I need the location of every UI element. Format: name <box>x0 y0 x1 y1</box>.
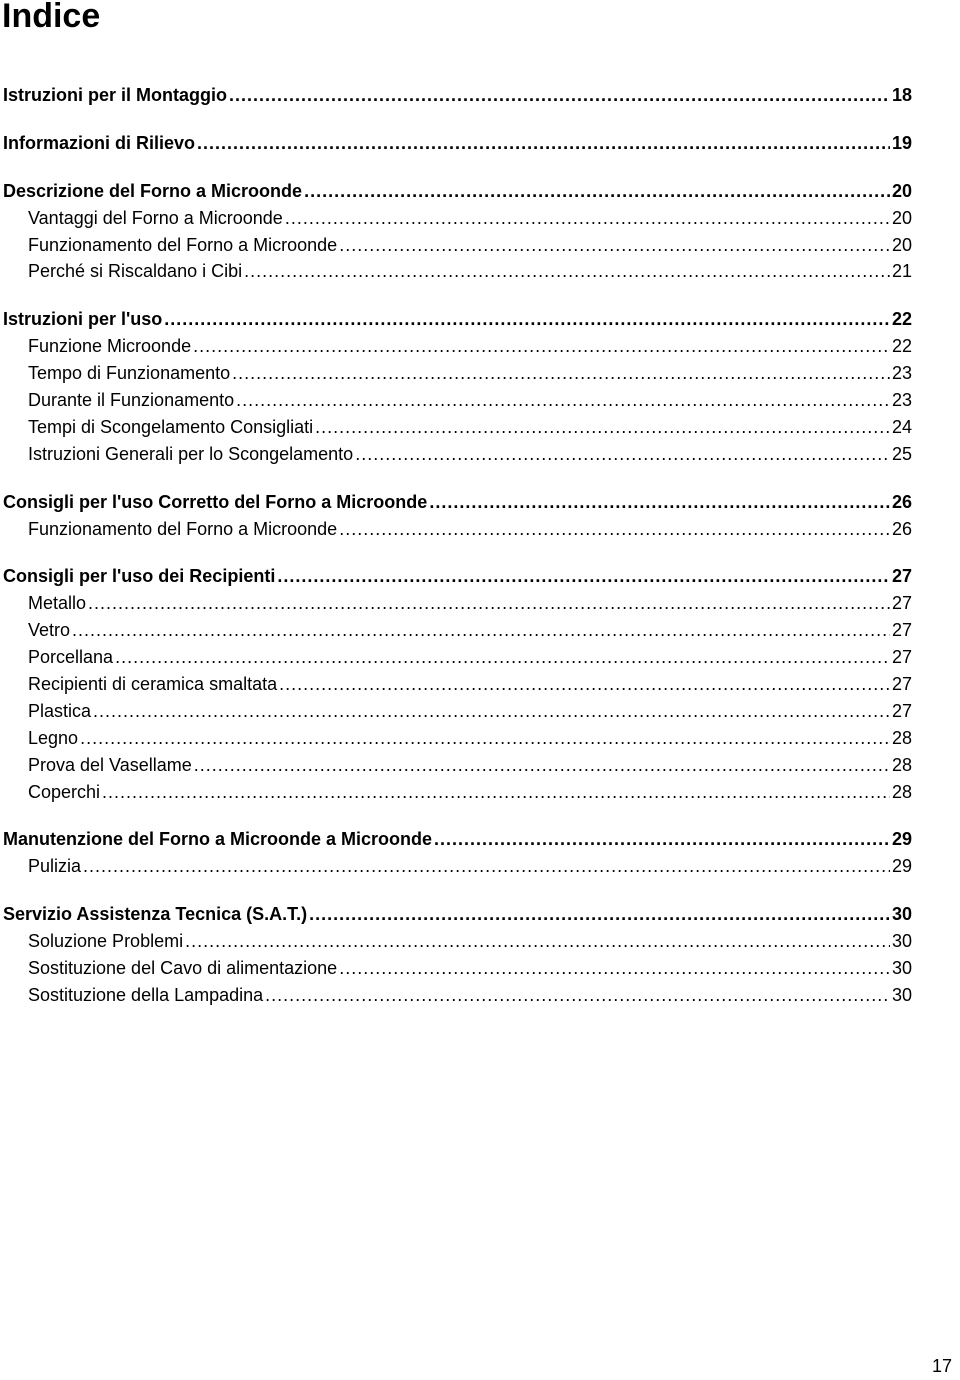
toc-section-heading[interactable] <box>0 489 912 516</box>
toc-item-page: 29 <box>891 856 912 877</box>
dot-leader <box>72 617 890 644</box>
toc-item[interactable] <box>0 360 912 387</box>
toc-section-heading[interactable] <box>0 563 912 590</box>
dot-leader <box>277 563 890 590</box>
dot-leader <box>355 441 890 468</box>
toc-item-label: Vantaggi del Forno a Microonde <box>28 207 283 228</box>
toc-item-page: 20 <box>891 234 912 255</box>
dot-leader <box>265 982 890 1009</box>
toc-section <box>0 82 912 109</box>
toc-item-page: 20 <box>891 207 912 228</box>
toc-item-page: 30 <box>891 958 912 979</box>
toc-item-page: 27 <box>891 593 912 614</box>
dot-leader <box>339 232 890 259</box>
dot-leader <box>80 725 890 752</box>
dot-leader <box>304 178 890 205</box>
toc-section <box>0 901 912 1009</box>
toc-item-page: 21 <box>891 261 912 282</box>
dot-leader <box>83 853 890 880</box>
toc-item[interactable] <box>0 725 912 752</box>
toc-item[interactable] <box>0 928 912 955</box>
dot-leader <box>315 414 890 441</box>
toc-item-page: 27 <box>891 674 912 695</box>
toc-item-page: 26 <box>891 518 912 539</box>
toc-section-heading-label: Informazioni di Rilievo <box>3 132 196 153</box>
toc-item-label: Durante il Funzionamento <box>28 390 235 411</box>
toc-item-label: Legno <box>28 727 79 748</box>
toc-section <box>0 306 912 467</box>
dot-leader <box>339 516 890 543</box>
toc-section <box>0 130 912 157</box>
toc-item[interactable] <box>0 232 912 259</box>
toc-item-label: Plastica <box>28 700 92 721</box>
toc-item[interactable] <box>0 414 912 441</box>
toc-section-heading-label: Consigli per l'uso dei Recipienti <box>3 566 276 587</box>
toc-item[interactable] <box>0 617 912 644</box>
toc-section-heading-page: 26 <box>891 491 912 512</box>
toc-section-heading-label: Istruzioni per il Montaggio <box>3 85 227 105</box>
toc-section-heading[interactable] <box>0 901 912 928</box>
dot-leader <box>339 955 890 982</box>
toc-section-heading-label: Consigli per l'uso Corretto del Forno a Microonde <box>3 491 428 512</box>
toc-section <box>0 178 912 286</box>
dot-leader <box>115 644 890 671</box>
dot-leader <box>88 590 890 617</box>
toc-item-label: Tempi di Scongelamento Consigliati <box>28 416 314 437</box>
toc-item-page: 30 <box>891 984 912 1005</box>
dot-leader <box>197 130 890 157</box>
toc-item-page: 24 <box>891 416 912 437</box>
toc-item-page: 30 <box>891 931 912 952</box>
table-of-contents <box>0 82 912 1030</box>
toc-section-heading[interactable] <box>0 178 912 205</box>
dot-leader <box>185 928 890 955</box>
toc-item-label: Funzionamento del Forno a Microonde <box>28 234 338 255</box>
toc-item[interactable] <box>0 671 912 698</box>
toc-item-page: 23 <box>891 390 912 411</box>
toc-item[interactable] <box>0 441 912 468</box>
page-title: Indice <box>2 0 101 35</box>
toc-section-heading-page: 20 <box>891 180 912 201</box>
dot-leader <box>164 306 890 333</box>
dot-leader <box>244 258 890 285</box>
toc-item[interactable] <box>0 779 912 806</box>
toc-item[interactable] <box>0 955 912 982</box>
dot-leader <box>236 387 890 414</box>
toc-item-label: Prova del Vasellame <box>28 754 192 775</box>
page-number: 17 <box>931 1356 952 1376</box>
toc-section-heading-page: 27 <box>891 566 912 587</box>
toc-item-page: 25 <box>891 443 912 464</box>
toc-item[interactable] <box>0 205 912 232</box>
dot-leader <box>194 752 890 779</box>
toc-section-heading-page: 29 <box>891 829 912 850</box>
toc-section-heading-label: Descrizione del Forno a Microonde <box>3 180 303 201</box>
toc-item-label: Funzione Microonde <box>28 336 192 357</box>
toc-section-heading-page: 18 <box>891 85 912 105</box>
toc-item-label: Vetro <box>28 620 71 641</box>
dot-leader <box>229 82 890 109</box>
dot-leader <box>93 698 890 725</box>
toc-section-heading[interactable] <box>0 826 912 853</box>
toc-item-label: Soluzione Problemi <box>28 931 184 952</box>
dot-leader <box>232 360 890 387</box>
toc-section-heading[interactable] <box>0 82 912 109</box>
toc-item-page: 23 <box>891 363 912 384</box>
toc-item-label: Metallo <box>28 593 87 614</box>
dot-leader <box>285 205 890 232</box>
toc-item-page: 27 <box>891 620 912 641</box>
toc-section-heading-page: 22 <box>891 309 912 330</box>
toc-item-page: 27 <box>891 647 912 668</box>
toc-section <box>0 489 912 543</box>
toc-item-label: Sostituzione della Lampadina <box>28 984 264 1005</box>
toc-item[interactable] <box>0 590 912 617</box>
toc-section-heading-label: Servizio Assistenza Tecnica (S.A.T.) <box>3 904 308 925</box>
dot-leader <box>434 826 890 853</box>
toc-item[interactable] <box>0 752 912 779</box>
toc-section-heading-label: Manutenzione del Forno a Microonde a Microonde <box>3 829 433 850</box>
toc-item[interactable] <box>0 853 912 880</box>
toc-section-heading-page: 19 <box>891 132 912 153</box>
toc-section-heading[interactable] <box>0 130 912 157</box>
toc-section <box>0 563 912 805</box>
toc-item-page: 22 <box>891 336 912 357</box>
toc-section-heading[interactable] <box>0 306 912 333</box>
toc-item-label: Coperchi <box>28 781 101 802</box>
toc-item-page: 28 <box>891 754 912 775</box>
toc-item[interactable] <box>0 258 912 285</box>
toc-item[interactable] <box>0 982 912 1009</box>
toc-item[interactable] <box>0 698 912 725</box>
dot-leader <box>309 901 890 928</box>
toc-item-label: Perché si Riscaldano i Cibi <box>28 261 243 282</box>
dot-leader <box>193 333 890 360</box>
toc-item[interactable] <box>0 644 912 671</box>
toc-item-page: 28 <box>891 781 912 802</box>
toc-item-label: Istruzioni Generali per lo Scongelamento <box>28 443 354 464</box>
toc-section <box>0 826 912 880</box>
toc-item-label: Sostituzione del Cavo di alimentazione <box>28 958 338 979</box>
dot-leader <box>102 779 890 806</box>
toc-item[interactable] <box>0 333 912 360</box>
toc-item-page: 28 <box>891 727 912 748</box>
toc-item[interactable] <box>0 387 912 414</box>
toc-item-label: Tempo di Funzionamento <box>28 363 231 384</box>
toc-section-heading-label: Istruzioni per l'uso <box>3 309 163 330</box>
toc-item[interactable] <box>0 516 912 543</box>
dot-leader <box>429 489 890 516</box>
toc-section-heading-page: 30 <box>891 904 912 925</box>
toc-item-label: Recipienti di ceramica smaltata <box>28 674 278 695</box>
toc-item-label: Pulizia <box>28 856 82 877</box>
toc-item-label: Funzionamento del Forno a Microonde <box>28 518 338 539</box>
toc-item-page: 27 <box>891 700 912 721</box>
dot-leader <box>279 671 890 698</box>
toc-item-label: Porcellana <box>28 647 114 668</box>
